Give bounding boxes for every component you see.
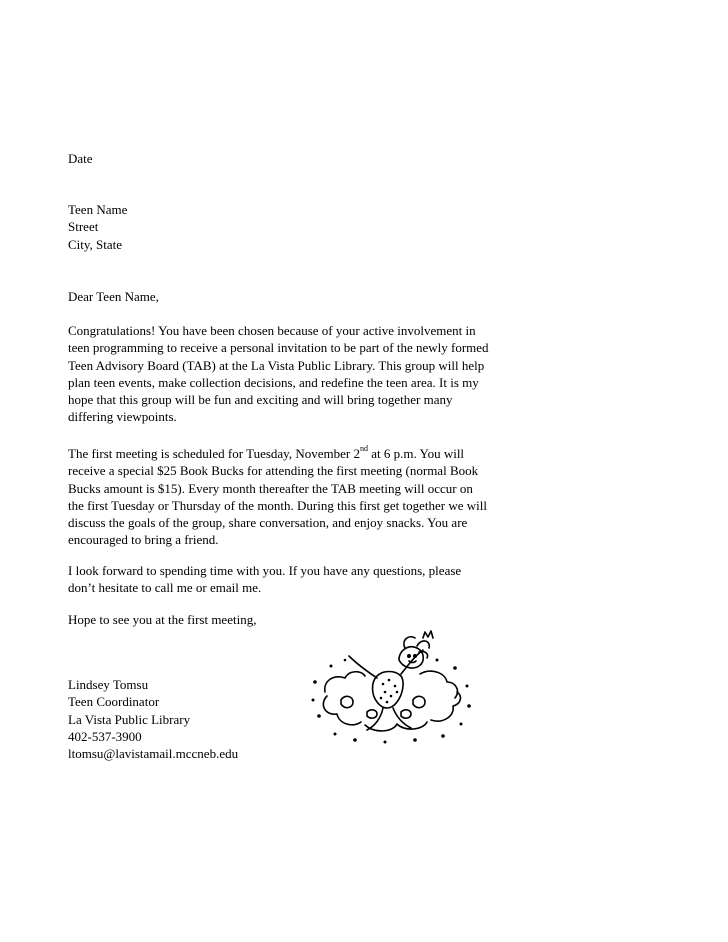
paragraph-line: plan teen events, make collection decisions, and redefine the teen area. It is my — [68, 374, 479, 390]
ordinal-suffix: nd — [359, 443, 368, 453]
date-line: Date — [68, 151, 93, 166]
signer-name: Lindsey Tomsu — [68, 677, 149, 692]
meeting-time-text: at 6 p.m. You will — [367, 446, 465, 461]
recipient-name: Teen Name — [68, 202, 128, 217]
salutation: Dear Teen Name, — [68, 289, 159, 304]
signer-title: Teen Coordinator — [68, 694, 160, 710]
splash-clipart-illustration — [305, 630, 475, 745]
closing-line: Hope to see you at the first meeting, — [68, 612, 257, 627]
paragraph-line: teen programming to receive a personal invitation to be part of the newly formed — [68, 340, 489, 356]
paragraph-line: encouraged to bring a friend. — [68, 532, 219, 548]
meeting-date-text: The first meeting is scheduled for Tuesday, November 2 — [68, 446, 360, 461]
paragraph-line: I look forward to spending time with you. If you have any questions, please — [68, 563, 462, 578]
signer-organization: La Vista Public Library — [68, 711, 191, 727]
paragraph-invitation — [68, 322, 548, 426]
paragraph-line: discuss the goals of the group, share conversation, and enjoy snacks. You are — [68, 515, 468, 531]
paragraph-line: Congratulations! You have been chosen because of your active involvement in — [68, 323, 476, 338]
paragraph-line: receive a special $25 Book Bucks for attending the first meeting (normal Book — [68, 463, 479, 479]
paragraph-line: the first Tuesday or Thursday of the month. During this first get together we will — [68, 497, 487, 513]
signer-phone: 402-537-3900 — [68, 728, 142, 744]
paragraph-line: Teen Advisory Board (TAB) at the La Vista Public Library. This group will help — [68, 357, 485, 373]
paragraph-line: don’t hesitate to call me or email me. — [68, 580, 262, 596]
signer-email: ltomsu@lavistamail.mccneb.edu — [68, 746, 239, 762]
paragraph-meeting-details — [68, 445, 548, 549]
recipient-city-state: City, State — [68, 236, 123, 252]
paragraph-questions — [68, 562, 548, 597]
recipient-street: Street — [68, 219, 99, 235]
recipient-address — [68, 201, 548, 253]
paragraph-line: differing viewpoints. — [68, 409, 177, 425]
paragraph-line — [68, 445, 548, 462]
paragraph-line: Bucks amount is $15). Every month thereafter the TAB meeting will occur on — [68, 480, 473, 496]
paragraph-line: hope that this group will be fun and exciting and will bring together many — [68, 392, 453, 408]
